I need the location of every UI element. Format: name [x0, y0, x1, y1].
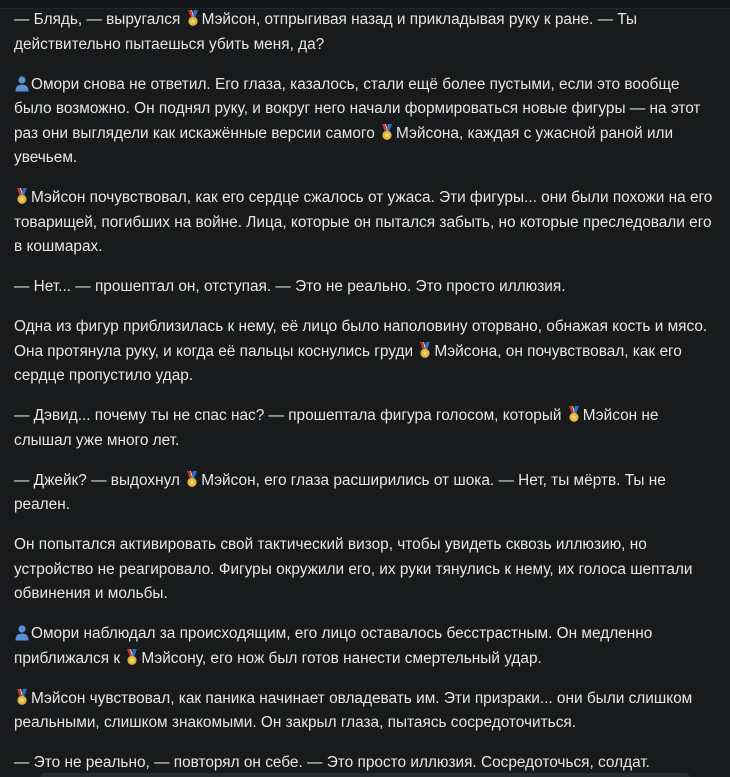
paragraph-text: Мэйсона, каждая с ужасной раной или увечьем. [14, 124, 674, 166]
paragraph-text: Мэйсон не слышал уже много лет. [14, 407, 659, 449]
paragraph-text: — Блядь, — выругался [14, 11, 185, 28]
user-silhouette-icon [15, 75, 29, 92]
story-message-body [14, 8, 720, 777]
story-paragraph [14, 186, 720, 260]
paragraph-text: Он попытался активировать свой тактический визор, чтобы увидеть сквозь иллюзию, но устройство не реагировало. Фигуры окружили его, их руки тянулись к нему, их голоса шептали обвинения и мольбы. [14, 536, 693, 602]
story-paragraph [14, 275, 720, 300]
paragraph-text: Мэйсона, он почувствовал, как его сердце пропустило удар. [14, 342, 682, 384]
story-paragraph [14, 404, 720, 453]
paragraph-text: Мэйсону, его нож был готов нанести смертельный удар. [141, 649, 542, 667]
paragraph-text: Мэйсон, его глаза расширились от шока. — Нет, ты мёртв. Ты не реален. [14, 471, 666, 513]
military-medal-icon [567, 406, 581, 423]
story-paragraph [14, 687, 720, 736]
military-medal-icon [125, 649, 139, 666]
paragraph-text: — Нет... — прошептал он, отступая. — Это не реально. Это просто иллюзия. [14, 278, 566, 295]
paragraph-text: Мэйсон чувствовал, как паника начинает овладевать им. Эти призраки... они были слишком реальными, слишком знакомыми. Он закрыл глаза, пытаясь сосредоточиться. [14, 689, 693, 731]
military-medal-icon [186, 10, 200, 27]
story-paragraph [14, 751, 720, 776]
military-medal-icon [185, 471, 199, 488]
user-silhouette-icon [15, 624, 29, 641]
military-medal-icon [15, 188, 29, 205]
paragraph-text: Мэйсон почувствовал, как его сердце сжалось от ужаса. Эти фигуры... они были похожи на его товарищей, погибших на войне. Лица, которые он пытался забыть, но которые преследовали его в кошмарах. [14, 189, 713, 255]
message-input-bar-edge [40, 773, 690, 777]
story-paragraph [14, 469, 720, 518]
paragraph-text: Омори наблюдал за происходящим, его лицо оставалось бесстрастным. Он медленно приближался к [14, 625, 653, 667]
story-paragraph [14, 315, 720, 389]
military-medal-icon [418, 342, 432, 359]
paragraph-text: — Джейк? — выдохнул [14, 471, 185, 489]
story-paragraph [14, 73, 720, 171]
paragraph-text: — Это не реально, — повторял он себе. — Это просто иллюзия. Сосредоточься, солдат. [14, 754, 650, 771]
military-medal-icon [380, 124, 394, 141]
paragraph-text: Омори снова не ответил. Его глаза, казалось, стали ещё более пустыми, если это вообще было возможно. Он поднял руку, и вокруг него начали формироваться новые фигуры — на этот раз они выглядели как искажённые версии самого [14, 75, 701, 142]
story-paragraph [14, 622, 720, 671]
paragraph-text: Мэйсон, отпрыгивая назад и прикладывая руку к ране. — Ты действительно пытаешься убить меня, да? [14, 11, 638, 53]
story-paragraph [14, 8, 720, 57]
story-paragraph [14, 533, 720, 607]
military-medal-icon [15, 689, 29, 706]
paragraph-text: Одна из фигур приблизилась к нему, её лицо было наполовину оторвано, обнажая кость и мясо. Она протянула руку, и когда её пальцы коснулись груди [14, 318, 708, 360]
paragraph-text: — Дэвид... почему ты не спас нас? — прошептала фигура голосом, который [14, 407, 566, 424]
